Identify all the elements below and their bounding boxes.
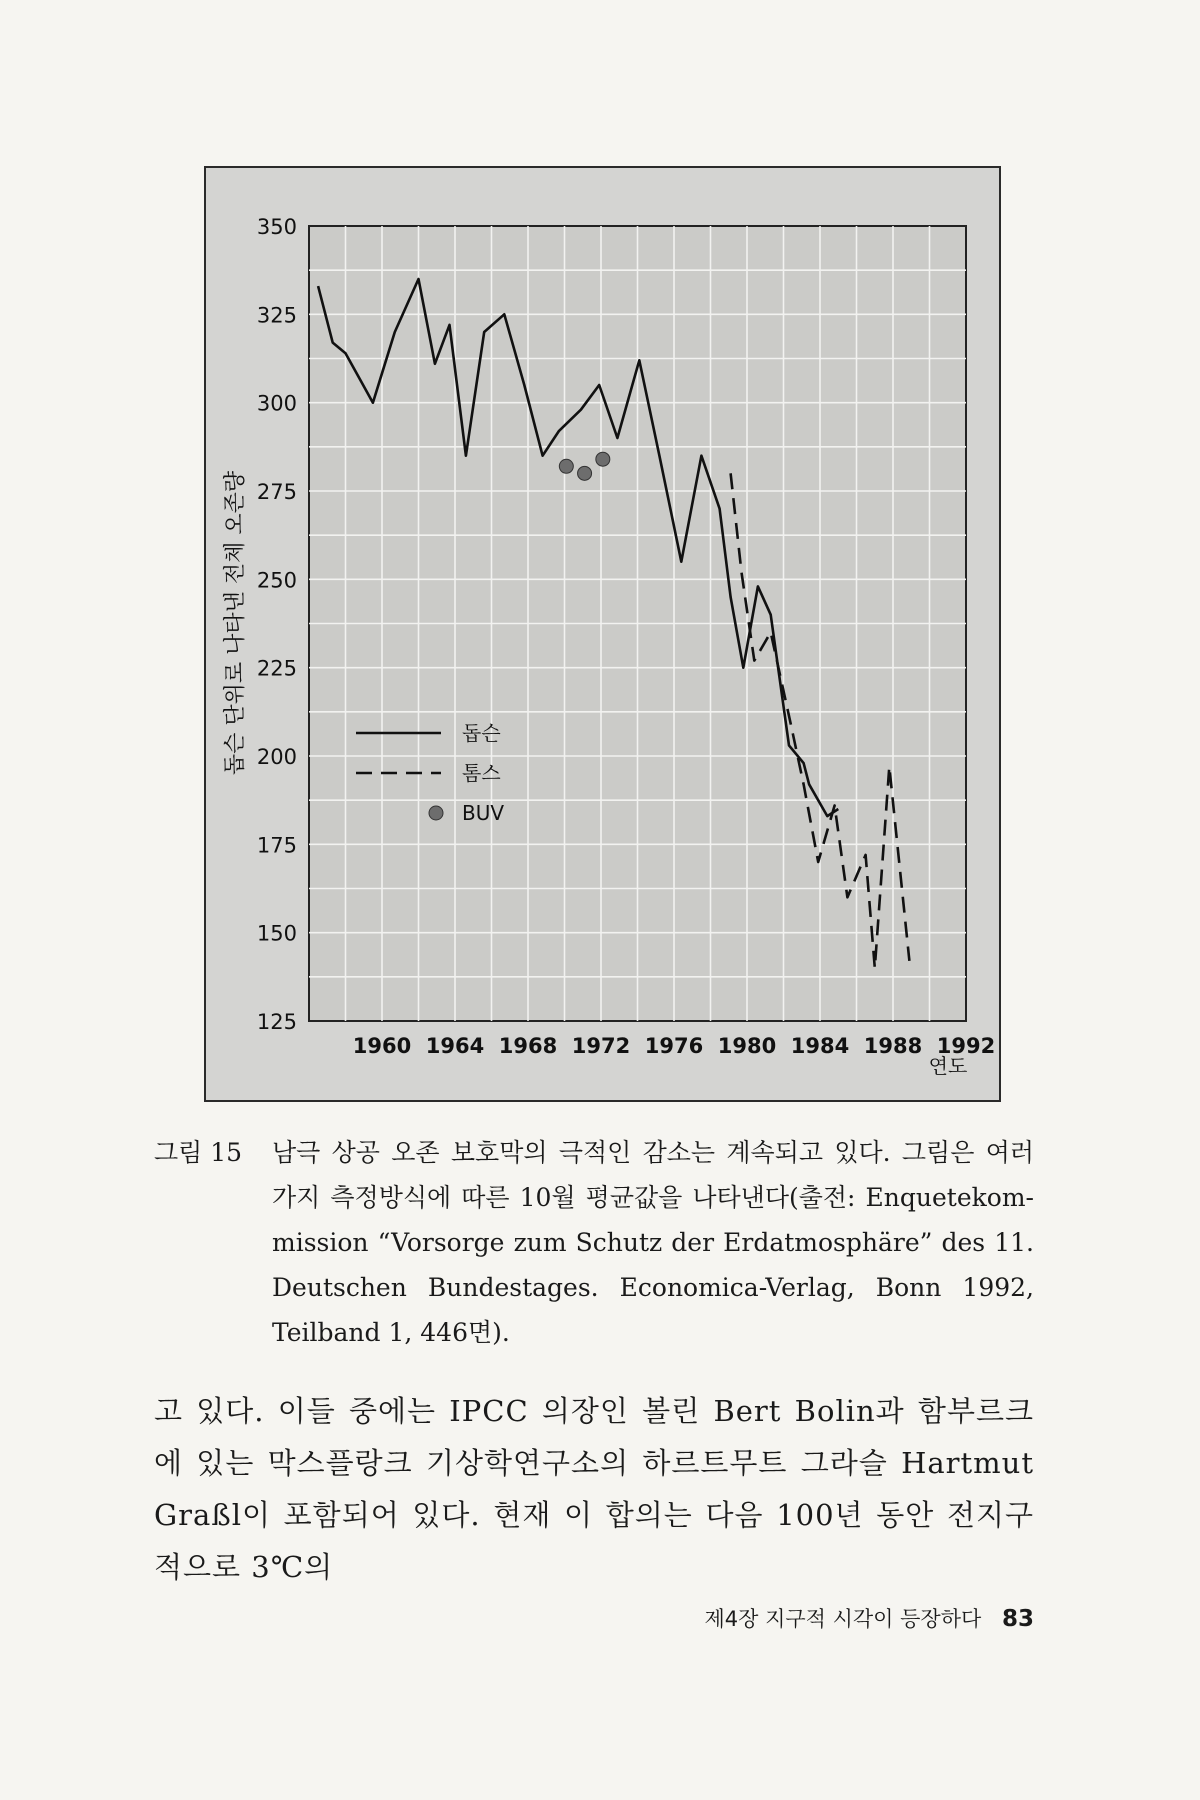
legend-label: 톰스 (462, 761, 501, 785)
y-tick-label: 250 (256, 568, 297, 593)
x-tick-label: 1968 (498, 1034, 558, 1058)
figure (204, 166, 1001, 1102)
y-tick-label: 225 (256, 656, 297, 681)
y-tick-label: 350 (256, 215, 297, 239)
page-footer (704, 1603, 1034, 1633)
chapter-title: 제4장 지구적 시각이 등장하다 (704, 1607, 982, 1631)
page-number: 83 (1001, 1606, 1034, 1632)
x-tick-label: 1988 (863, 1034, 923, 1058)
legend-marker-buv (429, 806, 443, 820)
y-tick-label: 175 (256, 833, 297, 858)
y-axis-label: 돕슨 단위로 나타낸 전체 오존량 (223, 470, 248, 776)
buv-point (596, 452, 610, 466)
figure-caption-text: 남극 상공 오존 보호막의 극적인 감소는 계속되고 있다. 그림은 여러 가지 측정방식에 따른 10월 평균값을 나타낸다(출전: Enquetekom-mission “Vorsorge zum Schutz der Erdatmosphäre” des 11. Deutschen Bundestages. Economica-Verlag, Bonn 1992, Teilband 1, 446면). (272, 1138, 1034, 1347)
x-tick-label: 1972 (571, 1034, 631, 1058)
y-tick-label: 125 (256, 1010, 297, 1034)
x-tick-label: 1960 (352, 1034, 412, 1058)
body-paragraph: 고 있다. 이들 중에는 IPCC 의장인 볼린 Bert Bolin과 함부르크에 있는 막스플랑크 기상학연구소의 하르트무트 그라슬 Hartmut Graßl이 포함되어 있다. 현재 이 합의는 다음 100년 동안 전지구적으로 3℃의 (154, 1394, 1034, 1584)
y-tick-label: 150 (256, 921, 297, 946)
legend-label: 돕슨 (462, 721, 501, 745)
x-tick-label: 1964 (425, 1034, 485, 1058)
y-tick-label: 275 (256, 480, 297, 504)
buv-point (559, 459, 573, 473)
x-axis-label: 연도 (928, 1054, 968, 1078)
x-tick-label: 1980 (717, 1034, 777, 1058)
ozone-chart (206, 168, 1003, 1104)
figure-caption (154, 1130, 1034, 1355)
y-tick-label: 300 (256, 391, 297, 416)
x-tick-label: 1984 (790, 1034, 850, 1058)
figure-label: 그림 15 (154, 1138, 243, 1167)
x-tick-label: 1976 (644, 1034, 704, 1058)
y-tick-label: 325 (256, 303, 297, 328)
x-tick-label: 1992 (936, 1034, 996, 1058)
legend-label: BUV (462, 801, 505, 825)
buv-point (578, 466, 592, 480)
y-tick-label: 200 (256, 745, 297, 769)
